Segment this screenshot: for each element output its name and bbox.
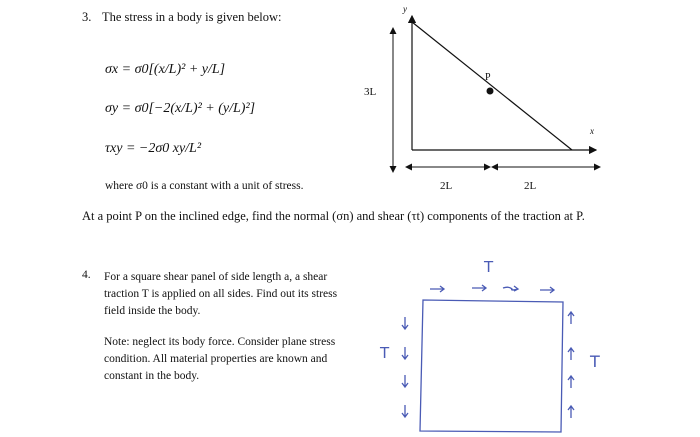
base-right-label: 2L: [524, 180, 537, 192]
x-label: x: [590, 126, 594, 136]
y-label: y: [403, 4, 407, 14]
point-label: P: [485, 72, 491, 83]
top-traction-label: T: [484, 258, 494, 276]
text-line: For a square shear panel of side length a, a shear: [104, 271, 328, 283]
height-label: 3L: [364, 86, 377, 98]
text-line: field inside the body.: [104, 305, 201, 317]
note-line: constant in the body.: [104, 370, 200, 382]
right-traction-label: T: [590, 352, 600, 371]
left-traction-label: T: [380, 344, 390, 362]
problem3-intro: The stress in a body is given below:: [102, 10, 282, 24]
top-traction-arrows: [430, 285, 554, 293]
problem3-where: where σ0 is a constant with a unit of stress.: [105, 180, 304, 192]
base-left-label: 2L: [440, 180, 453, 192]
note-line: condition. All material properties are known and: [104, 353, 328, 365]
square-panel: [420, 300, 563, 432]
text-line: traction T is applied on all sides. Find out its stress: [104, 288, 338, 300]
problem4-number: 4.: [82, 269, 91, 281]
right-traction-arrows: [568, 312, 574, 418]
equation-sigma-y: σy = σ0[−2(x/L)² + (y/L)²]: [105, 101, 256, 116]
equation-sigma-x: σx = σ0[(x/L)² + y/L]: [105, 62, 226, 77]
left-traction-arrows: [402, 317, 408, 417]
problem3-question: At a point P on the inclined edge, find the normal (σn) and shear (τt) components of the traction at P.: [82, 209, 585, 223]
problem3-number: 3.: [82, 10, 92, 24]
note-line: Note: neglect its body force. Consider plane stress: [104, 336, 336, 348]
equation-tau-xy: τxy = −2σ0 xy/L²: [105, 141, 202, 156]
